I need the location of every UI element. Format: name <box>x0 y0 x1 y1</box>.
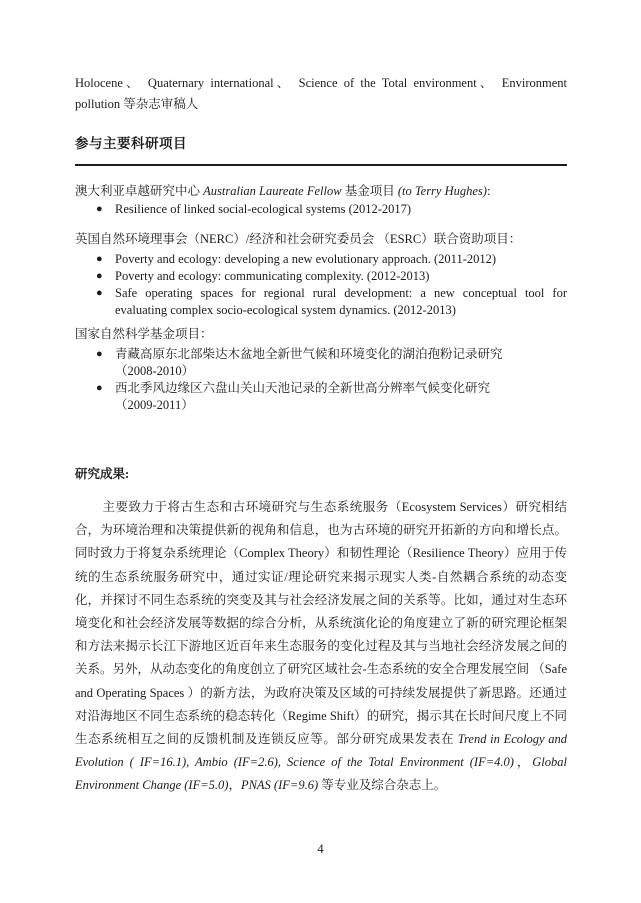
project-item <box>96 268 567 285</box>
results-section-heading: 研究成果: <box>75 467 130 481</box>
journal-names-italic-run: Global Environment Change (IF=5.0) <box>75 755 567 793</box>
project-item <box>96 380 567 414</box>
bullet-icon: ● <box>96 287 103 299</box>
title-text-run: 澳大利亚卓越研究中心 <box>75 184 204 198</box>
project-list-australian-laureate <box>75 201 567 218</box>
title-text-run: 基金项目 <box>341 184 398 198</box>
funding-group-title-nsfc <box>75 326 567 343</box>
project-item-text: Safe operating spaces for regional rural development: a new conceptual tool for evaluating complex socio-ecological system dynamics. (2012-2013) <box>115 286 567 317</box>
bullet-icon: ● <box>96 382 103 394</box>
paragraph-text-run: ， <box>513 755 533 770</box>
project-item-text: Poverty and ecology: developing a new evolutionary approach. (2011-2012) <box>115 252 497 266</box>
title-text-run: : <box>486 184 491 198</box>
bullet-icon: ● <box>96 253 103 265</box>
bullet-icon: ● <box>96 348 103 360</box>
project-item <box>96 251 567 268</box>
reviewer-journals-paragraph: Holocene、 Quaternary international、 Science of the Total environment、 Environment pollution 等杂志审稿人 <box>75 76 567 111</box>
project-item-dates: （2009-2011） <box>115 398 194 412</box>
paragraph-text-run: 主要致力于将古生态和古环境研究与生态系统服务（Ecosystem Services）研究相结合，为环境治理和决策提供新的视角和信息，也为古环境的研究开拓新的方向和增长点。同时致力于将复杂系统理论（Complex Theory）和韧性理论（Resilience Theory）应用于传统的生态系统服务研究中，通过实证/理论研究来揭示现实人类-自然耦合系统的动态变化，并探讨不同生态系统的突变及其与社会经济发展之间的关系等。比如，通过对生态环境变化和社会经济发展等数据的综合分析，从系统演化论的角度建立了新的研究理论框架和方法来揭示长江下游地区近百年来生态服务的变化过程及其与当地社会经济发展之间的关系。另外，从动态变化的角度创立了研究区域社会-生态系统的安全合理发展空间 （Safe and Operating Spaces ）的新方法，为政府决策及区域的可持续发展提供了新思路。还通过对沿海地区不同生态系统的稳态转化（Regime Shift）的研究，揭示其在长时间尺度上不同生态系统相互之间的反馈机制及连锁反应等。部分研究成果发表在 <box>75 500 567 747</box>
title-italic-run: Australian Laureate Fellow <box>203 184 342 198</box>
section-heading-rule <box>75 164 567 166</box>
project-item-text: 西北季风边缘区六盘山关山天池记录的全新世高分辨率气候变化研究 <box>115 381 491 395</box>
project-item-text: Resilience of linked social-ecological systems (2012-2017) <box>115 202 412 216</box>
project-item <box>96 285 567 319</box>
journal-names-italic-run: PNAS (IF=9.6) <box>240 778 319 793</box>
title-italic-run: (to Terry Hughes) <box>397 184 487 198</box>
title-text-run: 英国自然环境理事会（NERC）/经济和社会研究委员会 （ESRC）联合资助项目： <box>75 232 522 246</box>
projects-section-heading: 参与主要科研项目 <box>75 136 187 151</box>
project-list-nsfc <box>75 346 567 414</box>
page-number: 4 <box>317 842 324 856</box>
results-paragraph <box>75 496 567 798</box>
project-item-dates: （2008-2010） <box>115 364 195 378</box>
title-text-run: 国家自然科学基金项目： <box>75 327 213 341</box>
bullet-icon: ● <box>96 203 103 215</box>
funding-group-title-australian-laureate <box>75 183 567 200</box>
project-item <box>96 346 567 380</box>
paragraph-text-run: ， <box>228 778 241 793</box>
project-item-text: Poverty and ecology: communicating complexity. (2012-2013) <box>115 269 430 283</box>
project-item-text: 青藏高原东北部柴达木盆地全新世气候和环境变化的湖泊孢粉记录研究 <box>115 347 503 361</box>
paragraph-text-run: 等专业及综合杂志上。 <box>318 778 447 793</box>
bullet-icon: ● <box>96 270 103 282</box>
funding-group-title-nerc-esrc <box>75 231 567 248</box>
journal-names-italic-run: Trend in Ecology and Evolution ( IF=16.1), Ambio (IF=2.6), Science of the Total Environment (IF=4.0) <box>75 732 567 770</box>
project-list-nerc-esrc <box>75 251 567 319</box>
project-item <box>96 201 567 218</box>
